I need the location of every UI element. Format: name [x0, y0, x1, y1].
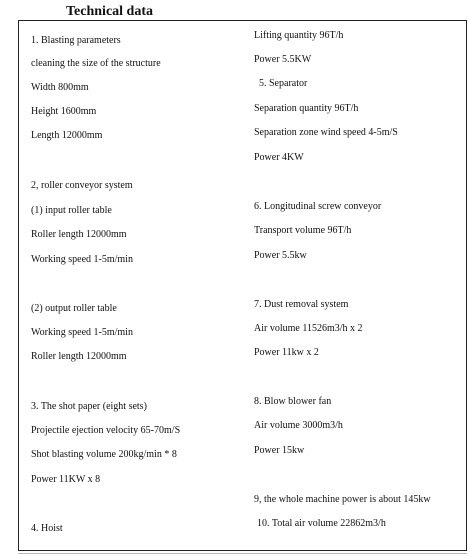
spec-line-left: Roller length 12000mm — [31, 351, 127, 362]
document-title: Technical data — [66, 4, 153, 19]
spec-line-left: Working speed 1-5m/min — [31, 327, 133, 338]
spec-line-right: Power 5.5KW — [254, 54, 312, 65]
spec-line-left: Width 800mm — [31, 82, 89, 93]
spec-line-right: 6. Longitudinal screw conveyor — [254, 201, 382, 212]
spec-line-left: Power 11KW x 8 — [31, 474, 101, 485]
spec-line-left: Shot blasting volume 200kg/min * 8 — [31, 449, 177, 460]
spec-line-right: 8. Blow blower fan — [254, 396, 332, 407]
spec-line-right: Power 15kw — [254, 445, 305, 456]
spec-line-right: 7. Dust removal system — [254, 299, 349, 310]
spec-line-right: Separation zone wind speed 4-5m/S — [254, 127, 398, 138]
spec-line-right: Power 4KW — [254, 152, 304, 163]
spec-line-left: cleaning the size of the structure — [31, 58, 161, 69]
spec-line-right: Air volume 3000m3/h — [254, 420, 343, 431]
spec-line-right: Separation quantity 96T/h — [254, 103, 359, 114]
spec-line-left: Projectile ejection velocity 65-70m/S — [31, 425, 181, 436]
spec-line-right: 5. Separator — [259, 78, 308, 89]
bottom-divider — [18, 553, 467, 554]
spec-line-left: Roller length 12000mm — [31, 229, 127, 240]
spec-line-right: 10. Total air volume 22862m3/h — [257, 518, 386, 529]
spec-line-left: Working speed 1-5m/min — [31, 254, 133, 265]
spec-table-frame — [18, 20, 467, 551]
spec-line-left: Height 1600mm — [31, 106, 97, 117]
spec-line-right: Power 11kw x 2 — [254, 347, 319, 358]
spec-line-left: Length 12000mm — [31, 130, 103, 141]
spec-line-right: Transport volume 96T/h — [254, 225, 352, 236]
spec-line-right: Power 5.5kw — [254, 250, 307, 261]
spec-line-right: Air volume 11526m3/h x 2 — [254, 323, 363, 334]
spec-line-left: 1. Blasting parameters — [31, 35, 121, 46]
spec-line-left: 2, roller conveyor system — [31, 180, 133, 191]
spec-line-left: (2) output roller table — [31, 303, 117, 314]
spec-line-left: 4. Hoist — [31, 523, 63, 534]
spec-line-left: 3. The shot paper (eight sets) — [31, 401, 147, 412]
spec-line-left: (1) input roller table — [31, 205, 112, 216]
spec-line-right: Lifting quantity 96T/h — [254, 30, 344, 41]
spec-line-right: 9, the whole machine power is about 145kw — [254, 494, 431, 505]
